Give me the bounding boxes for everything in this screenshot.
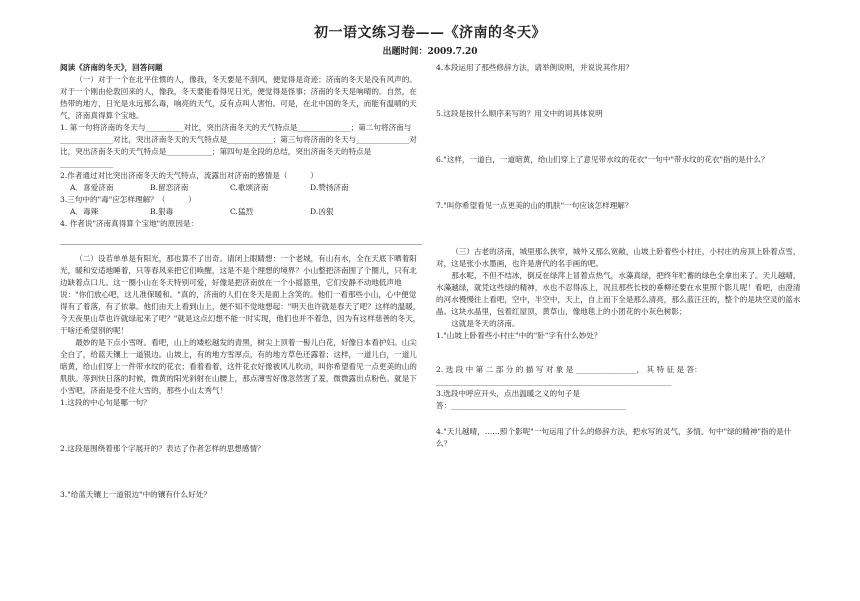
passage-2: （二）设若单单是有阳光，那也算不了出奇。请闭上眼睛想：一个老城，有山有水，全在天底下晒着阳光，暖和安适地睡着，只等春风来把它们唤醒，这是不是个理想的境界？小山整把济南围了个圈儿，只有北边缺着点口儿。这一圈小山在冬天特别可爱，好像是把济南放在一个小摇篮里，它们安静不动地低声地说："你们放心吧，这儿准保暖和。"真的，济南的人们在冬天是面上含笑的。他们一看那些小山，心中便觉得有了着落，有了依靠。他们由天上看到山上，便不知不觉地想起："明天也许就是春天了吧？这样的温暖，今天夜里山草也许就绿起来了吧？"就是这点幻想不能一时实现，他们也并不着急，因为有这样慈善的冬天，干啥还希望别的呢！ xyxy=(60,254,421,335)
passage-3: （三）古老的济南，城里那么狭窄，城外又那么宽敞，山坡上卧着些小村庄，小村庄的房顶上卧着点雪，对，这是张小水墨画，也许是唐代的名手画的吧。 xyxy=(436,247,801,268)
right-q3-answer: 答：______________________________________________ xyxy=(436,401,626,410)
option-b: B.留恋济南 xyxy=(150,183,189,192)
left-question-3: 3."给蓝天镶上一道银边"中的镶有什么好处？ xyxy=(60,490,211,499)
answer-space xyxy=(436,212,802,246)
question-2: 2.作者通过对比突出济南冬天的天气特点，流露出对济南的感情是（ ） xyxy=(60,171,318,180)
option-c: C.歌颂济南 xyxy=(230,183,269,192)
right-q1: 1."山坡上卧着些小村庄"中的"卧"字有什么妙处？ xyxy=(436,331,602,340)
right-question-6: 6."这样，一道白，一道暗黄，给山们穿上了意见带水纹的花衣"一句中"带水纹的花衣"指的是什么？ xyxy=(436,155,769,164)
answer-space xyxy=(436,342,802,364)
right-q3: 3.选段中呼应开头，点出温暖之义的句子是 xyxy=(436,389,580,398)
right-q2: 2. 选 段 中 第 二 部 分 的 描 写 对 象 是 ________________， 其 特 征 是 答：______________________________________________________________ xyxy=(436,365,702,386)
left-question-2: 2.这段是围绕着那个字展开的？表达了作者怎样的思想感情？ xyxy=(60,444,265,453)
passage-2b: 最妙的是下点小雪呀。看吧，山上的矮松越发的青黑，树尖上顶着一髻儿白花，好像日本看护妇。山尖全白了，给蓝天镶上一道银边。山坡上，有的地方雪厚点，有的地方草色还露着；这样，一道儿白，一道儿暗黄，给山们穿上一件带水纹的花衣；看着看着，这件花衣好像被风儿吹动，叫你希望看见一点更美的山的肌肤。等到快日落的时候，微黄的阳光斜射在山腰上，那点薄雪好像忽然害了羞，微微露出点粉色。就是下小雪吧，济南是受不住大雪的，那些小山太秀气！ xyxy=(60,338,417,395)
answer-space xyxy=(436,74,802,108)
question-3-options xyxy=(60,206,422,218)
right-question-4: 4.本段运用了那些修辞方法，请举例说明，并说说其作用？ xyxy=(436,63,634,72)
question-1: 1. 第一句将济南的冬天与__________对比，突出济南冬天的天气特点是______________；第二句将济南与______________对比，突出济南冬天的天气特点是____________；第三句将济南的冬天与______________对比，突出济南冬天的天气特点是____________；第四句是全段的总结，突出济南冬天的特点是______________ xyxy=(60,123,417,168)
passage-3b: 那水呢，不但不结冰，倒反在绿萍上冒着点热气，水藻真绿，把终年贮蓄的绿色全拿出来了。天儿越晴，水藻越绿，就凭这些绿的精神，水也不忍得冻上，况且那些长枝的垂柳还要在水里照个影儿呢！看吧，由澄清的河水慢慢往上看吧，空中，半空中，天上，自上而下全是那么清亮，那么蓝汪汪的，整个的是块空灵的蓝水晶。这块水晶里，包着红屋顶，黄草山，像地毯上的小团花的小灰色树影； xyxy=(436,271,801,316)
answer-space xyxy=(60,409,422,443)
section-heading: 阅读《济南的冬天》，回答问题 xyxy=(60,63,163,72)
right-question-5: 5.这段是按什么顺序来写的？用文中的词具体说明 xyxy=(436,109,603,118)
option-b: B.狠毒 xyxy=(150,207,174,216)
answer-space xyxy=(436,412,802,426)
right-column xyxy=(436,62,802,450)
option-d: D.凶狠 xyxy=(310,207,334,216)
question-2-options xyxy=(60,182,422,194)
page-date: 出题时间：2009.7.20 xyxy=(382,47,478,57)
option-a: A．毒辣 xyxy=(70,207,99,216)
passage-1: （一）对于一个在北平住惯的人，像我，冬天要是不刮风，便觉得是奇迹；济南的冬天是没有风声的。对于一个刚由伦敦回来的人，像我，冬天要能看得见日光，便觉得是怪事；济南的冬天是响晴的。自然，在热带的地方，日光是永远那么毒，响亮的天气，反有点叫人害怕。可是，在北中国的冬天，而能有温晴的天气，济南真得算个宝地。 xyxy=(60,75,417,120)
option-c: C.猛烈 xyxy=(230,207,254,216)
page-title: 初一语文练习卷——《济南的冬天》 xyxy=(314,25,546,41)
left-column xyxy=(60,62,422,501)
right-question-7: 7."叫你希望看见一点更美的山的肌肤"一句应该怎样理解？ xyxy=(436,201,633,210)
question-4: 4. 作者说"济南真得算个宝地"的原因是： xyxy=(60,219,199,228)
right-q4: 4."天儿越晴，……照个影呢"一句运用了什么的修辞方法，把水写的灵气，多情。句中"绿的精神"指的是什么？ xyxy=(436,427,792,448)
question-3: 3.三句中的"毒"应怎样理解？（ ） xyxy=(60,195,196,204)
option-d: D.赞扬济南 xyxy=(310,183,349,192)
passage-3c: 这就是冬天的济南。 xyxy=(451,319,520,328)
divider-line xyxy=(60,244,422,245)
answer-space xyxy=(436,120,802,154)
answer-space xyxy=(436,166,802,200)
answer-space xyxy=(60,455,422,489)
option-a: A．喜爱济南 xyxy=(70,183,114,192)
left-question-1: 1.这段的中心句是哪一句？ xyxy=(60,398,151,407)
